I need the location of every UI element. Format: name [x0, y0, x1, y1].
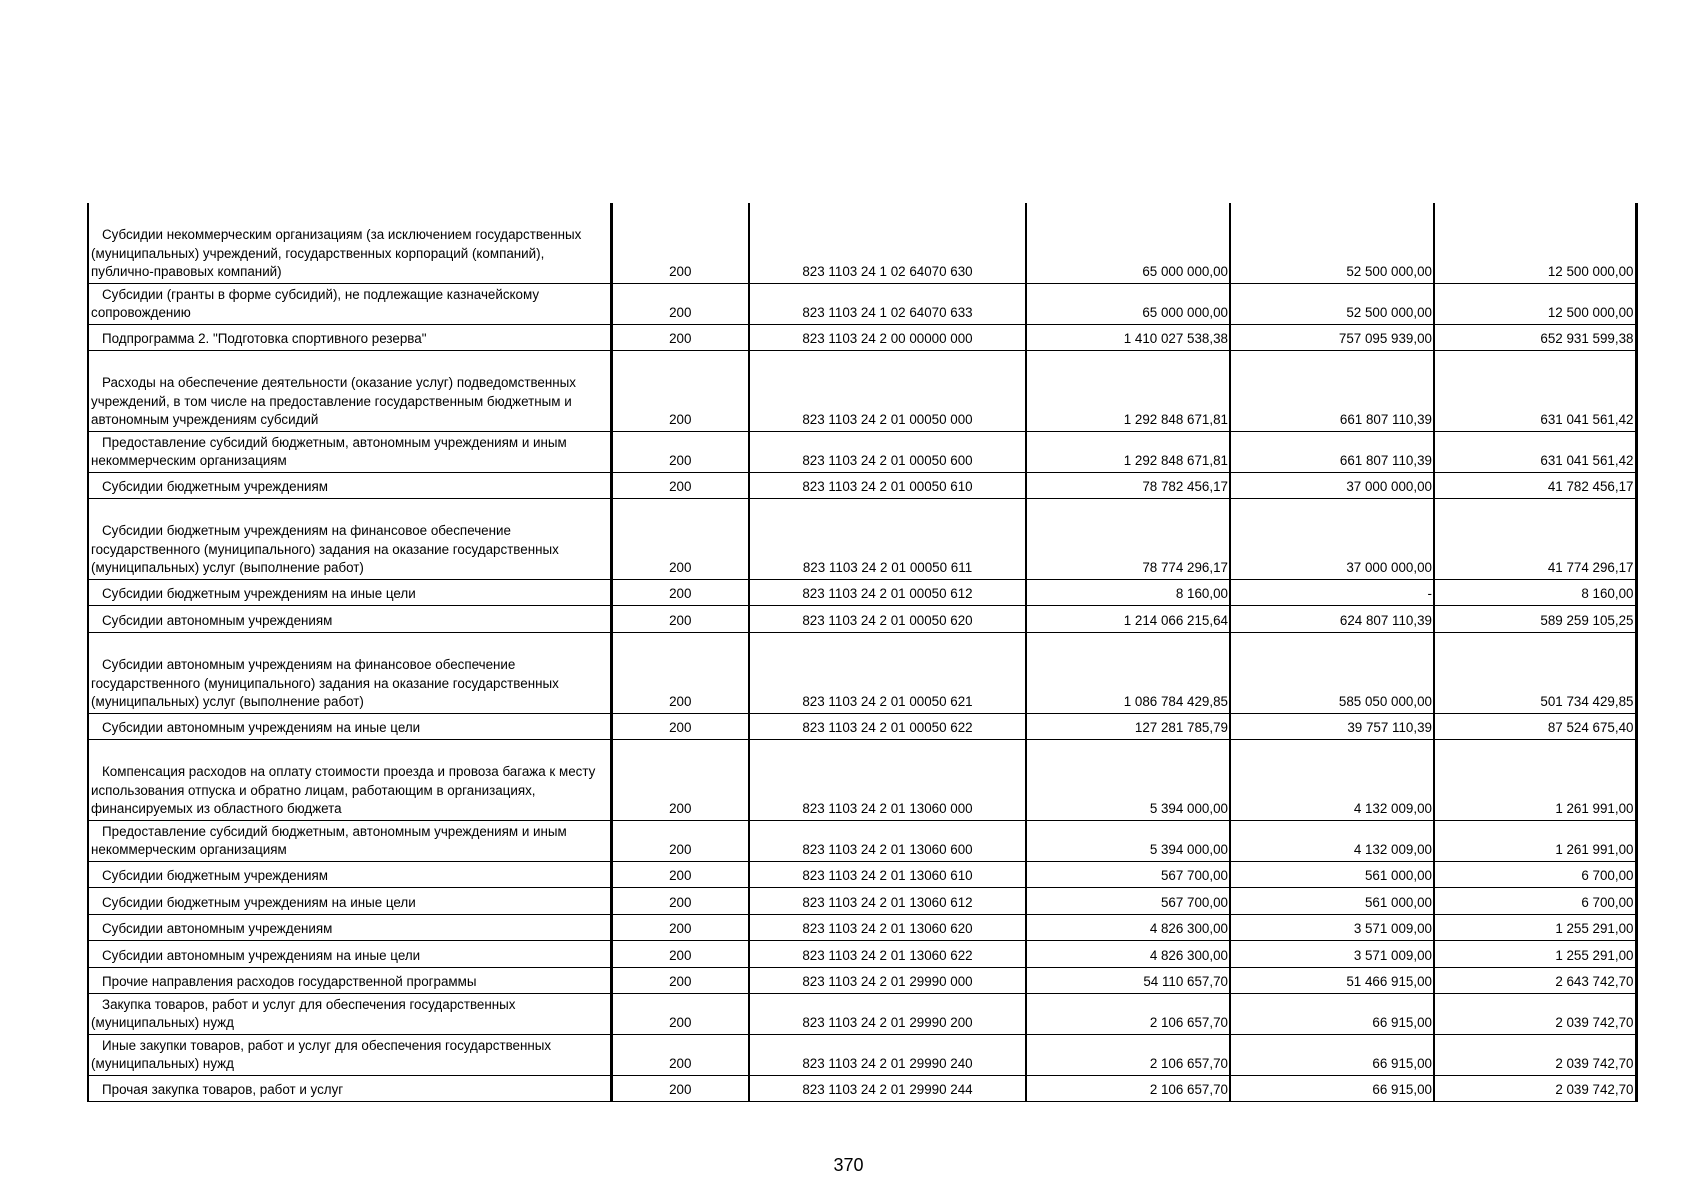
item-name-text: Прочая закупка товаров, работ и услуг: [102, 1082, 344, 1097]
item-name: [88, 472, 611, 498]
item-value-2: 37 000 000,00: [1230, 472, 1434, 498]
item-value-3: 652 931 599,38: [1434, 324, 1636, 350]
item-value-1: 5 394 000,00: [1026, 739, 1230, 820]
item-classification-code: 823 1103 24 2 01 00050 620: [749, 605, 1026, 632]
item-name: [88, 967, 611, 993]
item-name: [88, 739, 611, 820]
item-value-2: 585 050 000,00: [1230, 632, 1434, 713]
item-classification-code: 823 1103 24 2 00 00000 000: [749, 324, 1026, 350]
item-value-2: 661 807 110,39: [1230, 431, 1434, 472]
item-value-2: 624 807 110,39: [1230, 605, 1434, 632]
item-value-2: -: [1230, 579, 1434, 605]
item-value-2: 51 466 915,00: [1230, 967, 1434, 993]
item-classification-code: 823 1103 24 2 01 00050 610: [749, 472, 1026, 498]
item-value-2: 37 000 000,00: [1230, 498, 1434, 579]
item-code: 200: [611, 498, 749, 579]
item-value-1: 78 782 456,17: [1026, 472, 1230, 498]
item-classification-code: 823 1103 24 2 01 00050 611: [749, 498, 1026, 579]
item-classification-code: 823 1103 24 2 01 29990 244: [749, 1075, 1026, 1101]
item-value-3: 6 700,00: [1434, 861, 1636, 887]
item-value-3: 8 160,00: [1434, 579, 1636, 605]
budget-table-body: [88, 203, 1636, 1101]
item-name: [88, 605, 611, 632]
table-row: [88, 861, 1636, 887]
item-name-text: Субсидии автономным учреждениям на иные цели: [102, 948, 421, 963]
item-name-text: Компенсация расходов на оплату стоимости проезда и провоза багажа к месту использования отпуска и обратно лицам, работающим в организациях, финансируемых из областного бюджета: [91, 764, 596, 816]
item-code: 200: [611, 472, 749, 498]
item-value-3: 6 700,00: [1434, 887, 1636, 914]
item-code: 200: [611, 579, 749, 605]
item-value-2: 66 915,00: [1230, 1075, 1434, 1101]
item-value-2: 3 571 009,00: [1230, 940, 1434, 967]
item-value-2: 39 757 110,39: [1230, 713, 1434, 739]
item-classification-code: 823 1103 24 2 01 00050 622: [749, 713, 1026, 739]
item-value-1: 567 700,00: [1026, 861, 1230, 887]
item-value-3: 631 041 561,42: [1434, 431, 1636, 472]
table-row: [88, 713, 1636, 739]
item-value-1: 1 410 027 538,38: [1026, 324, 1230, 350]
item-name: [88, 914, 611, 940]
item-classification-code: 823 1103 24 2 01 13060 610: [749, 861, 1026, 887]
item-name-text: Прочие направления расходов государственной программы: [102, 974, 477, 989]
item-value-2: 661 807 110,39: [1230, 350, 1434, 431]
item-name-text: Подпрограмма 2. "Подготовка спортивного резерва": [102, 331, 427, 346]
item-value-3: 12 500 000,00: [1434, 283, 1636, 324]
item-code: 200: [611, 431, 749, 472]
item-value-3: 1 255 291,00: [1434, 914, 1636, 940]
item-value-2: 561 000,00: [1230, 861, 1434, 887]
table-row: [88, 820, 1636, 861]
table-row: [88, 632, 1636, 713]
table-row: [88, 993, 1636, 1034]
item-value-1: 54 110 657,70: [1026, 967, 1230, 993]
item-classification-code: 823 1103 24 2 01 13060 600: [749, 820, 1026, 861]
table-row: [88, 967, 1636, 993]
item-name-text: Субсидии автономным учреждениям на финансовое обеспечение государственного (муниципального) задания на оказание государственных (муниципальных) услуг (выполнение работ): [91, 657, 559, 709]
item-classification-code: 823 1103 24 2 01 13060 000: [749, 739, 1026, 820]
item-name: [88, 820, 611, 861]
item-value-2: 4 132 009,00: [1230, 820, 1434, 861]
item-classification-code: 823 1103 24 2 01 13060 622: [749, 940, 1026, 967]
table-row: [88, 431, 1636, 472]
item-value-1: 1 214 066 215,64: [1026, 605, 1230, 632]
item-name-text: Субсидии бюджетным учреждениям: [102, 868, 328, 883]
item-value-2: 66 915,00: [1230, 1034, 1434, 1075]
item-value-2: 52 500 000,00: [1230, 203, 1434, 283]
item-value-1: 8 160,00: [1026, 579, 1230, 605]
table-row: [88, 472, 1636, 498]
item-value-2: 66 915,00: [1230, 993, 1434, 1034]
table-row: [88, 605, 1636, 632]
item-name: [88, 431, 611, 472]
page-number: 370: [833, 1155, 864, 1175]
item-value-1: 127 281 785,79: [1026, 713, 1230, 739]
item-classification-code: 823 1103 24 2 01 29990 200: [749, 993, 1026, 1034]
item-value-3: 41 774 296,17: [1434, 498, 1636, 579]
table-row: [88, 940, 1636, 967]
item-name-text: Расходы на обеспечение деятельности (оказание услуг) подведомственных учреждений, в том числе на предоставление государственным бюджетным и автономным учреждениям субсидий: [91, 375, 576, 427]
item-classification-code: 823 1103 24 2 01 00050 000: [749, 350, 1026, 431]
item-value-1: 2 106 657,70: [1026, 993, 1230, 1034]
item-value-1: 1 292 848 671,81: [1026, 350, 1230, 431]
item-name-text: Субсидии автономным учреждениям на иные цели: [102, 720, 421, 735]
table-row: [88, 350, 1636, 431]
item-name-text: Субсидии бюджетным учреждениям на иные цели: [102, 586, 416, 601]
item-value-3: 41 782 456,17: [1434, 472, 1636, 498]
item-code: 200: [611, 967, 749, 993]
item-value-3: 2 039 742,70: [1434, 993, 1636, 1034]
item-classification-code: 823 1103 24 2 01 13060 612: [749, 887, 1026, 914]
item-value-1: 65 000 000,00: [1026, 283, 1230, 324]
item-code: 200: [611, 820, 749, 861]
item-value-3: 1 261 991,00: [1434, 820, 1636, 861]
table-row: [88, 887, 1636, 914]
item-name-text: Субсидии бюджетным учреждениям: [102, 479, 328, 494]
item-value-1: 1 086 784 429,85: [1026, 632, 1230, 713]
item-value-1: 5 394 000,00: [1026, 820, 1230, 861]
budget-table: [87, 203, 1638, 1102]
item-code: 200: [611, 1075, 749, 1101]
item-value-3: 2 643 742,70: [1434, 967, 1636, 993]
item-code: 200: [611, 350, 749, 431]
item-name: [88, 1034, 611, 1075]
item-value-1: 78 774 296,17: [1026, 498, 1230, 579]
item-classification-code: 823 1103 24 1 02 64070 633: [749, 283, 1026, 324]
item-name: [88, 203, 611, 283]
item-classification-code: 823 1103 24 2 01 00050 600: [749, 431, 1026, 472]
item-code: 200: [611, 940, 749, 967]
item-name-text: Предоставление субсидий бюджетным, автономным учреждениям и иным некоммерческим организациям: [91, 434, 567, 468]
item-value-3: 12 500 000,00: [1434, 203, 1636, 283]
item-classification-code: 823 1103 24 2 01 13060 620: [749, 914, 1026, 940]
item-value-3: 2 039 742,70: [1434, 1034, 1636, 1075]
item-value-2: 52 500 000,00: [1230, 283, 1434, 324]
table-row: [88, 739, 1636, 820]
item-name: [88, 887, 611, 914]
item-code: 200: [611, 324, 749, 350]
table-row: [88, 203, 1636, 283]
item-name: [88, 579, 611, 605]
item-name-text: Предоставление субсидий бюджетным, автономным учреждениям и иным некоммерческим организациям: [91, 823, 567, 857]
item-name-text: Субсидии бюджетным учреждениям на финансовое обеспечение государственного (муниципального) задания на оказание государственных (муниципальных) услуг (выполнение работ): [91, 523, 559, 575]
item-value-2: 3 571 009,00: [1230, 914, 1434, 940]
item-value-3: 1 261 991,00: [1434, 739, 1636, 820]
table-row: [88, 283, 1636, 324]
item-classification-code: 823 1103 24 2 01 29990 240: [749, 1034, 1026, 1075]
item-value-3: 589 259 105,25: [1434, 605, 1636, 632]
item-value-3: 87 524 675,40: [1434, 713, 1636, 739]
item-code: 200: [611, 713, 749, 739]
item-value-1: 2 106 657,70: [1026, 1034, 1230, 1075]
table-row: [88, 1034, 1636, 1075]
item-code: 200: [611, 861, 749, 887]
item-code: 200: [611, 914, 749, 940]
item-code: 200: [611, 632, 749, 713]
item-value-1: 4 826 300,00: [1026, 940, 1230, 967]
item-value-2: 561 000,00: [1230, 887, 1434, 914]
item-name: [88, 283, 611, 324]
item-name-text: Иные закупки товаров, работ и услуг для обеспечения государственных (муниципальных) нужд: [91, 1037, 552, 1071]
item-name: [88, 632, 611, 713]
item-value-1: 2 106 657,70: [1026, 1075, 1230, 1101]
item-value-3: 1 255 291,00: [1434, 940, 1636, 967]
item-value-1: 567 700,00: [1026, 887, 1230, 914]
item-name: [88, 940, 611, 967]
item-name: [88, 324, 611, 350]
table-row: [88, 914, 1636, 940]
item-value-2: 757 095 939,00: [1230, 324, 1434, 350]
item-code: 200: [611, 605, 749, 632]
item-name-text: Субсидии автономным учреждениям: [102, 921, 333, 936]
table-row: [88, 498, 1636, 579]
item-name-text: Субсидии (гранты в форме субсидий), не подлежащие казначейскому сопровождению: [91, 286, 540, 320]
item-value-3: 501 734 429,85: [1434, 632, 1636, 713]
item-code: 200: [611, 887, 749, 914]
item-classification-code: 823 1103 24 1 02 64070 630: [749, 203, 1026, 283]
item-value-2: 4 132 009,00: [1230, 739, 1434, 820]
item-value-1: 1 292 848 671,81: [1026, 431, 1230, 472]
item-value-1: 65 000 000,00: [1026, 203, 1230, 283]
item-name: [88, 498, 611, 579]
item-name-text: Субсидии бюджетным учреждениям на иные цели: [102, 895, 416, 910]
item-value-1: 4 826 300,00: [1026, 914, 1230, 940]
item-code: 200: [611, 203, 749, 283]
table-row: [88, 324, 1636, 350]
table-row: [88, 1075, 1636, 1101]
item-name: [88, 861, 611, 887]
item-name-text: Субсидии автономным учреждениям: [102, 613, 333, 628]
item-value-3: 631 041 561,42: [1434, 350, 1636, 431]
item-code: 200: [611, 993, 749, 1034]
item-code: 200: [611, 739, 749, 820]
item-code: 200: [611, 1034, 749, 1075]
item-classification-code: 823 1103 24 2 01 29990 000: [749, 967, 1026, 993]
item-value-3: 2 039 742,70: [1434, 1075, 1636, 1101]
item-classification-code: 823 1103 24 2 01 00050 621: [749, 632, 1026, 713]
item-name: [88, 713, 611, 739]
item-name-text: Субсидии некоммерческим организациям (за исключением государственных (муниципальных) учреждений, государственных корпораций (компаний), публично-правовых компаний): [91, 227, 582, 279]
item-classification-code: 823 1103 24 2 01 00050 612: [749, 579, 1026, 605]
item-name: [88, 1075, 611, 1101]
item-name-text: Закупка товаров, работ и услуг для обеспечения государственных (муниципальных) нужд: [91, 996, 516, 1030]
table-row: [88, 579, 1636, 605]
item-name: [88, 350, 611, 431]
item-name: [88, 993, 611, 1034]
item-code: 200: [611, 283, 749, 324]
